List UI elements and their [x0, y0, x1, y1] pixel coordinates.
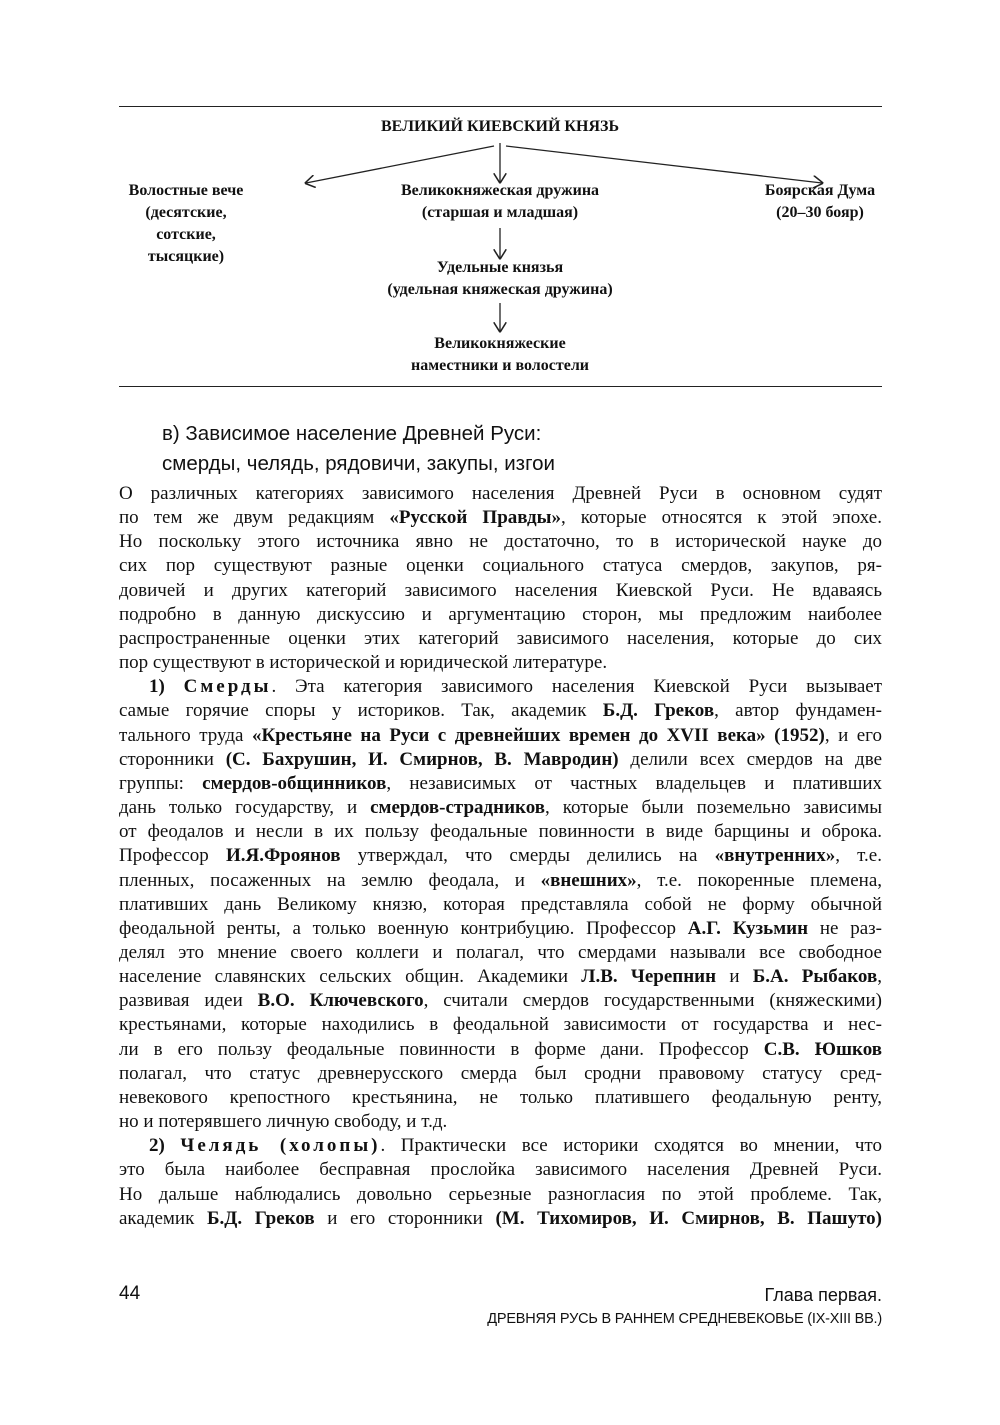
node-label-line: Боярская Дума: [764, 182, 876, 199]
section-heading: [162, 419, 882, 479]
text-line: Но поскольку этого источника явно не достаточно, то в исторической науке до: [119, 531, 882, 553]
node-label-line: (20–30 бояр): [776, 204, 864, 221]
text-line: 2) Челядь (холопы). Практически все историки сходятся во мнении, что: [149, 1135, 882, 1157]
text-line: население славянских сельских общин. Академики Л.В. Черепнин и Б.А. Рыбаков,: [119, 966, 882, 988]
term-chelyad: Челядь (холопы): [180, 1135, 381, 1157]
text-line: ли в его пользу феодальные повинности в форме дани. Профессор С.В. Юшков: [119, 1038, 883, 1060]
text-line: дань только государству, и смердов-страдников, которые были поземельно зависимы: [119, 797, 882, 819]
node-label-line: Удельные князья: [436, 259, 564, 276]
node-udel-princes: [320, 257, 680, 301]
text-line: от феодалов и несли в их пользу феодальные повинности в виде барщины и оброка.: [119, 821, 882, 843]
text-line: полагал, что статус древнерусского смерда был сродни правовому статусу сред-: [119, 1062, 882, 1084]
text-line: академик Б.Д. Греков и его сторонники (М. Тихомиров, И. Смирнов, В. Пашуто): [119, 1207, 882, 1229]
text-line: тального труда «Крестьяне на Руси с древнейших времен до XVII века» (1952), и его: [119, 724, 882, 746]
node-label-line: Великокняжеская дружина: [400, 182, 600, 199]
text-line: сих пор существуют разные оценки социального статуса смердов, закупов, ря-: [119, 555, 882, 577]
text-line: пор существуют в исторической и юридической литературе.: [119, 652, 608, 674]
node-druzhina: [340, 180, 660, 224]
node-boyar-duma: [730, 180, 910, 224]
node-label-line: (десятские,: [145, 204, 227, 221]
term-smerdy: Смерды: [183, 676, 272, 698]
chapter-subtitle: ДРЕВНЯЯ РУСЬ В РАННЕМ СРЕДНЕВЕКОВЬЕ (IX-XIII ВВ.): [487, 1311, 882, 1327]
text-line: сторонники (С. Бахрушин, И. Смирнов, В. Мавродин) делили всех смердов на две: [119, 748, 883, 770]
node-namestniki: [340, 333, 660, 377]
node-label-line: Великокняжеские: [434, 335, 566, 352]
node-grand-prince: [300, 116, 700, 138]
text-line: феодальной ренты, а только военную контрибуцию. Профессор А.Г. Кузьмин не раз-: [119, 917, 882, 939]
text-line: группы: смердов-общинников, независимых от частных владельцев и плативших: [119, 772, 882, 794]
text-line: О различных категориях зависимого населения Древней Руси в основном судят: [119, 483, 882, 504]
text-line: по тем же двум редакциям «Русской Правды», которые относятся к этой эпохе.: [119, 507, 882, 529]
arrow-top-left: [306, 146, 494, 183]
text-line: подробно в данную дискуссию и аргументацию сторон, мы предложим наиболее: [119, 603, 882, 625]
page-number: 44: [119, 1283, 141, 1304]
running-footer: [487, 1283, 882, 1331]
text-line: распространенные оценки этих категорий зависимого населения, которые до сих: [119, 627, 882, 649]
text-line: крестьянами, которые находились в феодальной зависимости от государства и нес-: [119, 1014, 882, 1036]
node-label-line: сотские,: [156, 226, 216, 243]
russkaya-pravda-term: «Русской Правды»: [389, 507, 561, 529]
section-heading-line1: в) Зависимое население Древней Руси:: [162, 422, 542, 445]
text-line: Профессор И.Я.Фроянов утверждал, что смерды делились на «внутренних», т.е.: [119, 845, 882, 867]
text-line: развивая идеи В.О. Ключевского, считали смердов государственными (княжескими): [119, 990, 883, 1012]
text-line: самые горячие споры у историков. Так, академик Б.Д. Греков, автор фундамен-: [119, 700, 883, 722]
hierarchy-diagram: [0, 0, 1000, 400]
node-label-line: (старшая и младшая): [421, 204, 579, 221]
arrow-top-right: [506, 146, 822, 183]
text-line: делял это мнение своего коллеги и полагал, что смердами называли все свободное: [119, 941, 882, 963]
node-volost-veche: [108, 180, 264, 268]
chapter-title: Глава первая.: [764, 1285, 882, 1305]
text-line: но и потерявшего личную свободу, и т.д.: [119, 1111, 448, 1133]
text-line: невекового крепостного крестьянина, не только платившего феодальную ренту,: [119, 1086, 882, 1108]
text-line: это была наиболее бесправная прослойка зависимого населения Древней Руси.: [119, 1159, 882, 1181]
node-label-line: (удельная княжеская дружина): [387, 281, 613, 298]
text-line: пленных, посаженных на землю феодала, и «внешних», т.е. покоренные племена,: [119, 869, 883, 891]
text-line: Но дальше наблюдались довольно серьезные разногласия по этой проблеме. Так,: [119, 1183, 882, 1205]
body-text: [119, 482, 882, 1231]
text-line: плативших дань Великому князю, которая представляла собой не форму обычной: [119, 893, 882, 915]
text-line: 1) Смерды. Эта категория зависимого населения Киевской Руси вызывает: [149, 676, 883, 698]
node-label-line: наместники и волостели: [410, 357, 590, 374]
node-label-line: Волостные вече: [128, 182, 244, 199]
node-label-line: тысяцкие): [147, 248, 225, 265]
section-heading-line2: смерды, челядь, рядовичи, закупы, изгои: [162, 452, 555, 475]
node-grand-prince-label: ВЕЛИКИЙ КИЕВСКИЙ КНЯЗЬ: [380, 118, 620, 135]
text-line: довичей и других категорий зависимого населения Киевской Руси. Не вдаваясь: [119, 579, 882, 601]
